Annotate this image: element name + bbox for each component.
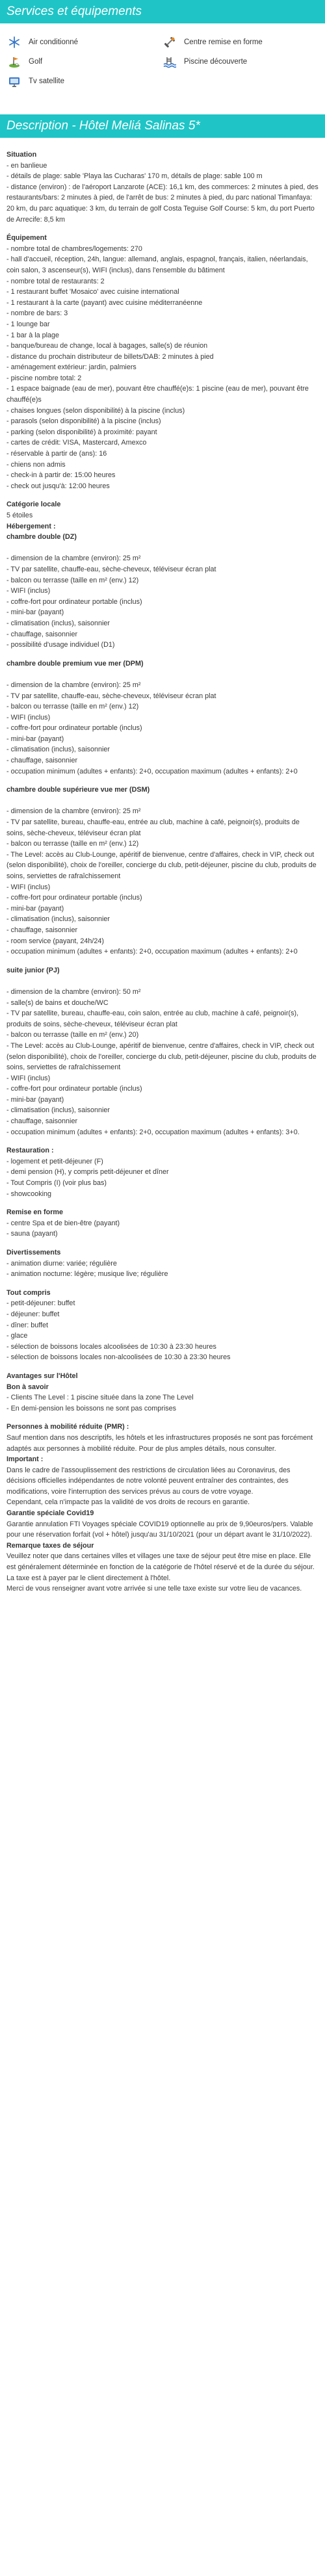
section-title: Remise en forme — [6, 1208, 64, 1217]
section-line: - occupation minimum (adultes + enfants): 2+0, occupation maximum (adultes + enfants): 3+0. — [6, 1128, 300, 1136]
section-title: Remarque taxes de séjour — [6, 1541, 94, 1550]
tv-icon — [8, 75, 21, 88]
description-section — [6, 1454, 318, 1508]
section-line: - chauffage, saisonnier — [6, 1117, 78, 1126]
section-line: - distance (environ) : de l'aéroport Lanzarote (ACE): 16,1 km, des commerces: 2 minutes à pied, des restaurants/bars: 2 minutes à pied, de l'arrêt de bus: 2 minutes à pied, du parc national Timanfaya: 20 km, du parc aquatique: 3 km, du terrain de golf Costa Teguise Golf Course: 5 km, du port Puerto de Arrecife: 8,5 km — [6, 183, 318, 224]
section-gap — [6, 1280, 318, 1288]
service-label: Air conditionné — [29, 38, 79, 46]
description-section — [6, 233, 318, 491]
section-line: - nombre total de chambres/logements: 270 — [6, 244, 142, 253]
section-line: - animation nocturne: légère; musique live; régulière — [6, 1270, 168, 1279]
section-line: - Tout Compris (I) (voir plus bas) — [6, 1179, 107, 1188]
section-line: - parking (selon disponibilité) à proximité: payant — [6, 428, 157, 436]
description-body — [0, 138, 325, 1594]
section-line: - chaises longues (selon disponibilité) à la piscine (inclus) — [6, 406, 185, 415]
section-line: 5 étoiles — [6, 512, 33, 519]
section-gap — [6, 957, 318, 965]
section-gap — [6, 651, 318, 658]
section-line: - mini-bar (payant) — [6, 735, 64, 743]
section-line: - en banlieue — [6, 161, 47, 170]
section-line: - glace — [6, 1332, 28, 1340]
section-line: - réservable à partir de (ans): 16 — [6, 450, 107, 458]
section-title: Avantages sur l'Hôtel — [6, 1372, 78, 1380]
section-line: - occupation minimum (adultes + enfants): 2+0, occupation maximum (adultes + enfants): 2+0 — [6, 948, 298, 956]
section-line: - animation diurne: variée; régulière — [6, 1259, 117, 1268]
section-line: - sauna (payant) — [6, 1230, 58, 1238]
service-outdoor-pool — [163, 52, 318, 72]
section-gap — [6, 1199, 318, 1207]
section-line: - dimension de la chambre (environ): 25 m² — [6, 554, 141, 563]
section-line: - room service (payant, 24h/24) — [6, 937, 105, 945]
section-line: - check-in à partir de: 15:00 heures — [6, 471, 116, 480]
dumbbell-icon — [163, 36, 176, 49]
section-line — [6, 669, 318, 680]
section-line: - nombre de bars: 3 — [6, 309, 68, 318]
description-section — [6, 532, 318, 651]
section-line: - 1 restaurant à la carte (payant) avec cuisine méditerranéenne — [6, 298, 203, 307]
section-line: - dimension de la chambre (environ): 25 m² — [6, 807, 141, 816]
section-gap — [6, 1138, 318, 1145]
section-line: - TV par satellite, bureau, chauffe-eau, entrée au club, machine à café, peignoir(s), produits de soins, sèche-cheveux, téléviseur écran plat — [6, 818, 300, 837]
section-title: Divertissements — [6, 1249, 61, 1256]
section-line: - salle(s) de bains et douche/WC — [6, 998, 109, 1007]
section-line — [6, 796, 318, 807]
description-section — [6, 965, 318, 1138]
section-line: - détails de plage: sable 'Playa las Cucharas' 170 m, détails de plage: sable 100 m — [6, 172, 263, 181]
section-line: - WIFI (inclus) — [6, 587, 51, 595]
description-section — [6, 1508, 318, 1541]
section-line: - mini-bar (payant) — [6, 1095, 64, 1104]
section-title: Bon à savoir — [6, 1383, 49, 1391]
section-line: - showcooking — [6, 1190, 52, 1198]
section-line: - mini-bar (payant) — [6, 904, 64, 913]
services-grid — [0, 23, 325, 95]
section-line: - En demi-pension les boissons ne sont pas comprises — [6, 1404, 177, 1412]
section-gap — [6, 1414, 318, 1422]
section-line: - dimension de la chambre (environ): 50 m² — [6, 987, 141, 996]
description-section — [6, 1541, 318, 1594]
section-line: - The Level: accès au Club-Lounge, apéritif de bienvenue, centre d'affaires, check in VIP, check out (selon disponibilité), choix de l'oreiller, concierge du club, petit-déjeuner, piscine du club, produits de soins, serviettes de rafraîchissement — [6, 1041, 317, 1072]
section-line: - logement et petit-déjeuner (F) — [6, 1157, 103, 1165]
section-gap — [6, 1240, 318, 1247]
service-label: Tv satellite — [29, 77, 64, 85]
section-line: Garantie annulation FTI Voyages spéciale COVID19 optionnelle au prix de 9,90euros/pers. Valable pour une réservation forfait (vol + hôtel) jusqu'au 31/10/2021 (pour un départ avant le 31/10/2022). — [6, 1520, 313, 1539]
section-line: - coffre-fort pour ordinateur portable (inclus) — [6, 894, 142, 902]
section-line: - demi pension (H), y compris petit-déjeuner et dîner — [6, 1168, 169, 1177]
section-line: - coffre-fort pour ordinateur portable (inclus) — [6, 724, 142, 733]
section-line: - mini-bar (payant) — [6, 608, 64, 617]
section-line: - 1 restaurant buffet 'Mosaico' avec cuisine international — [6, 288, 179, 296]
service-label: Centre remise en forme — [184, 38, 263, 46]
section-line: - centre Spa et de bien-être (payant) — [6, 1219, 120, 1227]
section-line: - distance du prochain distributeur de billets/DAB: 2 minutes à pied — [6, 352, 214, 361]
description-section — [6, 521, 318, 532]
section-line: - déjeuner: buffet — [6, 1310, 60, 1318]
section-title: chambre double (DZ) — [6, 533, 77, 541]
section-title: Garantie spéciale Covid19 — [6, 1509, 94, 1518]
section-line: - TV par satellite, chauffe-eau, sèche-cheveux, téléviseur écran plat — [6, 692, 216, 700]
section-line: - chauffage, saisonnier — [6, 757, 78, 765]
section-title: suite junior (PJ) — [6, 966, 60, 974]
section-line: - The Level: accès au Club-Lounge, apéritif de bienvenue, centre d'affaires, check in VIP, check out (selon disponibilité), choix de l'oreiller, concierge du club, petit-déjeuner, piscine du club, produits de soins, serviettes de rafraîchissement — [6, 850, 317, 880]
description-section — [6, 1371, 318, 1382]
section-line: - climatisation (inclus), saisonnier — [6, 915, 110, 924]
description-section — [6, 785, 318, 957]
section-line: - banque/bureau de change, local à bagages, salle(s) de réunion — [6, 342, 208, 350]
section-line: - dimension de la chambre (environ): 25 m² — [6, 681, 141, 689]
description-section — [6, 150, 318, 225]
section-title: Équipement — [6, 234, 47, 242]
description-section — [6, 1207, 318, 1240]
section-line: - chauffage, saisonnier — [6, 926, 78, 934]
section-line: - cartes de crédit: VISA, Mastercard, Amexco — [6, 439, 147, 447]
section-line: Sauf mention dans nos descriptifs, les hôtels et les infrastructures proposés ne sont pas forcément adaptés aux personnes à mobilité réduite. Pour de plus amples détails, nous consulter. — [6, 1433, 313, 1453]
description-section — [6, 658, 318, 777]
service-label: Piscine découverte — [184, 58, 248, 66]
section-line: - 1 bar à la plage — [6, 331, 60, 339]
description-section — [6, 499, 318, 521]
section-title: Personnes à mobilité réduite (PMR) : — [6, 1423, 129, 1431]
section-line: - climatisation (inclus), saisonnier — [6, 1106, 110, 1115]
service-label: Golf — [29, 58, 43, 66]
section-title: Hébergement : — [6, 522, 56, 530]
description-banner: Description - Hôtel Meliá Salinas 5* — [0, 114, 325, 138]
section-line: - WIFI (inclus) — [6, 713, 51, 722]
section-line: Cependant, cela n'impacte pas la validité de vos droits de recours en garantie. — [6, 1498, 250, 1507]
section-line: - 1 espace baignade (eau de mer), pouvant être chauffé(e)s: 1 piscine (eau de mer), pouvant être chauffé(e)s — [6, 385, 309, 404]
description-section — [6, 1382, 318, 1414]
section-gap — [6, 1363, 318, 1371]
section-line: - WIFI (inclus) — [6, 883, 51, 891]
section-line: - nombre total de restaurants: 2 — [6, 277, 105, 285]
section-line: - petit-déjeuner: buffet — [6, 1299, 75, 1308]
section-title: Situation — [6, 151, 37, 159]
section-line — [6, 543, 318, 554]
section-title: Important : — [6, 1455, 44, 1464]
pool-icon — [163, 55, 176, 68]
section-line: - aménagement extérieur: jardin, palmiers — [6, 363, 136, 372]
section-title: chambre double premium vue mer (DPM) — [6, 659, 144, 668]
service-golf — [8, 52, 163, 72]
section-line: - WIFI (inclus) — [6, 1074, 51, 1082]
section-line: - possibilité d'usage individuel (D1) — [6, 641, 115, 649]
section-gap — [6, 777, 318, 785]
spacer — [0, 95, 325, 114]
section-line: - TV par satellite, chauffe-eau, sèche-cheveux, téléviseur écran plat — [6, 565, 216, 573]
section-line: - balcon ou terrasse (taille en m² (env.) 12) — [6, 703, 139, 711]
description-section — [6, 1145, 318, 1199]
section-gap — [6, 225, 318, 233]
description-section — [6, 1288, 318, 1363]
service-fitness-center — [163, 33, 318, 52]
section-line: - balcon ou terrasse (taille en m² (env.) 20) — [6, 1031, 139, 1039]
section-line: - 1 lounge bar — [6, 320, 50, 328]
section-line: - balcon ou terrasse (taille en m² (env.) 12) — [6, 576, 139, 584]
section-line: - balcon ou terrasse (taille en m² (env.) 12) — [6, 840, 139, 848]
section-line: - hall d'accueil, réception, 24h, langue: allemand, anglais, espagnol, français, italien, néerlandais, coin salon, 3 ascenseur(s), WIFI (inclus), dans l'ensemble du bâtiment — [6, 255, 308, 274]
section-line: - TV par satellite, bureau, chauffe-eau, coin salon, entrée au club, machine à café, peignoir(s), produits de soins, sèche-cheveux, téléviseur écran plat — [6, 1009, 299, 1028]
section-title: chambre double supérieure vue mer (DSM) — [6, 786, 150, 794]
service-satellite-tv — [8, 72, 163, 91]
section-title: Restauration : — [6, 1147, 54, 1155]
section-line: - occupation minimum (adultes + enfants): 2+0, occupation maximum (adultes + enfants): 2+0 — [6, 767, 298, 775]
section-line: - climatisation (inclus), saisonnier — [6, 619, 110, 627]
section-line: Veuillez noter que dans certaines villes et villages une taxe de séjour peut être mise en place. Elle est généralement déterminée en fonction de la catégorie de l'hôtel réservé et de la durée du séjour. La taxe est à payer par le client directement à l'hôtel. — [6, 1552, 315, 1582]
section-line: - dîner: buffet — [6, 1321, 49, 1329]
section-line: - check out jusqu'à: 12:00 heures — [6, 482, 110, 490]
snowflake-icon — [8, 36, 21, 49]
golf-icon — [8, 55, 21, 68]
section-line: - sélection de boissons locales alcoolisées de 10:30 à 23:30 heures — [6, 1342, 216, 1351]
description-section — [6, 1422, 318, 1454]
section-title: Catégorie locale — [6, 501, 61, 509]
section-line: - coffre-fort pour ordinateur portable (inclus) — [6, 597, 142, 606]
section-line: - climatisation (inclus), saisonnier — [6, 746, 110, 754]
section-line: Dans le cadre de l'assouplissement des restrictions de circulation liées au Coronavirus, des décisions officielles indépendantes de notre volonté peuvent entraîner des contraintes, des modifications, voire l'interruption des services prévus au cours de votre voyage. — [6, 1466, 291, 1496]
description-section — [6, 1247, 318, 1280]
section-line: - coffre-fort pour ordinateur portable (inclus) — [6, 1085, 142, 1093]
section-title: Tout compris — [6, 1288, 51, 1297]
section-line: - Clients The Level : 1 piscine située dans la zone The Level — [6, 1394, 194, 1402]
service-air-conditioning — [8, 33, 163, 52]
section-gap — [6, 491, 318, 499]
services-banner: Services et équipements — [0, 0, 325, 23]
section-line: - chauffage, saisonnier — [6, 630, 78, 638]
section-line: - piscine nombre total: 2 — [6, 374, 82, 382]
section-line: - parasols (selon disponibilité) à la piscine (inclus) — [6, 417, 161, 426]
section-line: - sélection de boissons locales non-alcoolisées de 10:30 à 23:30 heures — [6, 1353, 231, 1362]
section-line: Merci de vous renseigner avant votre arrivée si une telle taxe existe sur votre lieu de vacances. — [6, 1585, 302, 1593]
section-line: - chiens non admis — [6, 460, 66, 469]
section-line — [6, 976, 318, 987]
